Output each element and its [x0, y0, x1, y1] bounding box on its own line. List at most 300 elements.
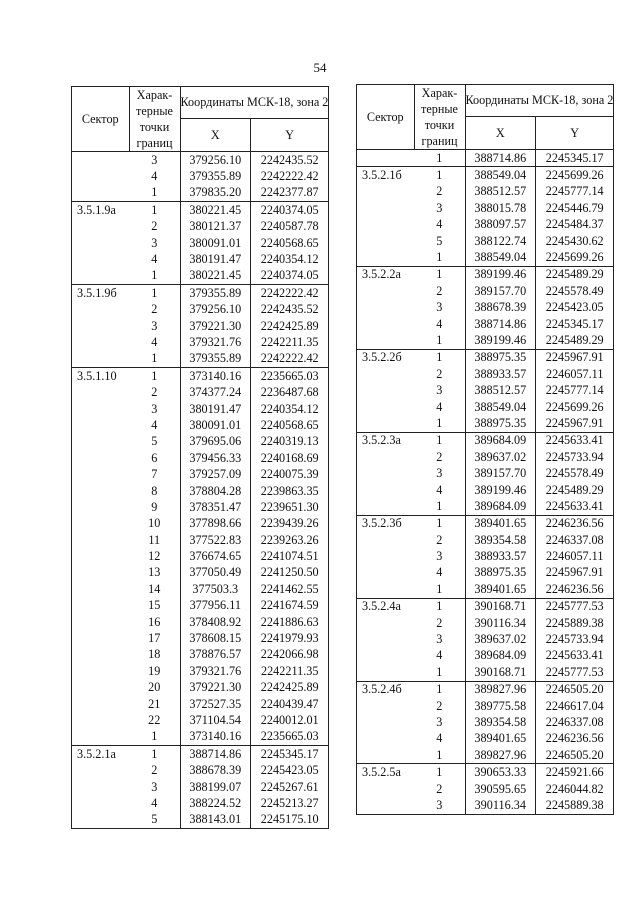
table-row	[357, 598, 614, 615]
point-number-cell: 1	[436, 581, 443, 596]
y-coordinate-cell: 2246337.08	[536, 532, 614, 548]
x-coordinate-cell: 389199.46	[465, 266, 536, 283]
y-coordinate-cell: 2246044.82	[536, 781, 614, 797]
sector-cell	[72, 168, 130, 184]
sector-cell: 3.5.2.5а	[357, 764, 415, 781]
point-number-cell: 17	[148, 631, 161, 646]
x-coordinate-cell: 389637.02	[465, 449, 536, 465]
sector-cell	[357, 698, 415, 714]
point-number-cell: 1	[151, 351, 158, 366]
sector-cell	[357, 200, 415, 216]
y-coordinate-cell: 2245633.41	[536, 498, 614, 515]
x-coordinate-cell: 388122.74	[465, 233, 536, 249]
x-coordinate-cell: 377898.66	[180, 516, 251, 532]
point-number-cell: 1	[414, 515, 465, 532]
sector-cell: 3.5.1.9б	[72, 285, 130, 302]
sector-cell	[357, 482, 415, 498]
point-number-cell: 1	[129, 368, 180, 385]
sector-cell	[357, 714, 415, 730]
x-coordinate-cell: 388714.86	[465, 316, 536, 332]
sector-cell	[357, 731, 415, 747]
table-row	[72, 532, 329, 548]
point-number-cell: 2	[436, 366, 443, 381]
table-row	[72, 795, 329, 811]
x-coordinate-cell: 379321.76	[180, 334, 251, 350]
table-row	[357, 465, 614, 481]
sector-cell	[72, 251, 130, 267]
y-coordinate-cell: 2240319.13	[251, 434, 329, 450]
y-coordinate-cell: 2241250.50	[251, 565, 329, 581]
x-coordinate-cell: 379456.33	[180, 450, 251, 466]
table-row	[72, 450, 329, 466]
x-coordinate-cell: 378408.92	[180, 614, 251, 630]
sector-cell	[357, 498, 415, 515]
point-number-cell: 13	[148, 565, 161, 580]
table-row	[72, 384, 329, 400]
x-coordinate-cell: 389684.09	[465, 648, 536, 664]
x-coordinate-cell: 377956.11	[180, 598, 251, 614]
y-coordinate-cell: 2240075.39	[251, 466, 329, 482]
x-coordinate-cell: 390653.33	[465, 764, 536, 781]
table-row	[72, 630, 329, 646]
x-coordinate-cell: 377050.49	[180, 565, 251, 581]
y-coordinate-cell: 2242211.35	[251, 334, 329, 350]
point-number-cell: 2	[436, 184, 443, 199]
table-row	[72, 614, 329, 630]
x-coordinate-cell: 379355.89	[180, 168, 251, 184]
table-row	[357, 698, 614, 714]
sector-cell	[72, 351, 130, 368]
x-coordinate-cell: 378804.28	[180, 483, 251, 499]
x-coordinate-cell: 379355.89	[180, 351, 251, 368]
x-coordinate-cell: 389827.96	[465, 681, 536, 698]
y-coordinate-cell: 2245699.26	[536, 167, 614, 184]
x-coordinate-cell: 389157.70	[465, 283, 536, 299]
point-number-cell: 18	[148, 647, 161, 662]
sector-cell	[357, 332, 415, 349]
sector-cell	[357, 316, 415, 332]
table-row	[357, 200, 614, 216]
y-coordinate-cell: 2245578.49	[536, 283, 614, 299]
y-coordinate-cell: 2245345.17	[536, 150, 614, 167]
table-row	[72, 268, 329, 285]
x-coordinate-cell: 389401.65	[465, 581, 536, 598]
table-row	[357, 797, 614, 814]
x-coordinate-cell: 388714.86	[180, 746, 251, 763]
sector-cell	[357, 150, 415, 167]
table-row	[72, 598, 329, 614]
x-coordinate-cell: 388549.04	[465, 399, 536, 415]
sector-cell	[357, 449, 415, 465]
table-row	[357, 532, 614, 548]
y-coordinate-cell: 2242222.42	[251, 285, 329, 302]
point-number-cell: 1	[414, 150, 465, 167]
y-coordinate-cell: 2236487.68	[251, 384, 329, 400]
sector-cell	[357, 465, 415, 481]
sector-cell	[357, 615, 415, 631]
y-coordinate-cell: 2241979.93	[251, 630, 329, 646]
table-row	[357, 217, 614, 233]
sector-cell	[357, 217, 415, 233]
sector-cell	[72, 450, 130, 466]
sector-cell	[72, 499, 130, 515]
sector-cell	[72, 532, 130, 548]
x-coordinate-cell: 388143.01	[180, 812, 251, 829]
coordinates-table-right	[356, 84, 614, 815]
sector-cell: 3.5.2.3а	[357, 432, 415, 449]
y-coordinate-cell: 2241074.51	[251, 548, 329, 564]
x-coordinate-cell: 379835.20	[180, 185, 251, 202]
x-coordinate-cell: 388975.35	[465, 415, 536, 432]
x-coordinate-cell: 388549.04	[465, 249, 536, 266]
y-coordinate-cell: 2245967.91	[536, 565, 614, 581]
y-coordinate-cell: 2240587.78	[251, 219, 329, 235]
sector-cell: 3.5.2.1б	[357, 167, 415, 184]
point-number-cell: 1	[129, 285, 180, 302]
point-number-cell: 1	[436, 415, 443, 430]
point-number-cell: 2	[151, 763, 158, 778]
x-coordinate-cell: 389157.70	[465, 465, 536, 481]
y-coordinate-cell: 2245777.14	[536, 184, 614, 200]
sector-cell	[72, 663, 130, 679]
y-coordinate-cell: 2240568.65	[251, 235, 329, 251]
sector-cell: 3.5.2.2б	[357, 349, 415, 366]
table-row	[72, 251, 329, 267]
point-number-cell: 22	[148, 712, 161, 727]
sector-cell	[72, 302, 130, 318]
sector-cell	[72, 598, 130, 614]
sector-cell	[357, 415, 415, 432]
table-row	[72, 185, 329, 202]
x-coordinate-cell: 389775.58	[465, 698, 536, 714]
point-number-cell: 4	[151, 417, 158, 432]
sector-cell: 3.5.1.10	[72, 368, 130, 385]
sector-cell	[357, 366, 415, 382]
y-coordinate-cell: 2245889.38	[536, 615, 614, 631]
y-coordinate-cell: 2239263.26	[251, 532, 329, 548]
point-number-cell: 1	[151, 268, 158, 283]
y-coordinate-cell: 2242222.42	[251, 168, 329, 184]
point-number-cell: 1	[414, 266, 465, 283]
sector-cell	[357, 664, 415, 681]
x-coordinate-cell: 379221.30	[180, 318, 251, 334]
x-coordinate-cell: 390116.34	[465, 615, 536, 631]
y-coordinate-cell: 2245733.94	[536, 631, 614, 647]
sector-cell	[72, 417, 130, 433]
table-row	[357, 631, 614, 647]
x-coordinate-cell: 389354.58	[465, 532, 536, 548]
sector-cell: 3.5.2.4а	[357, 598, 415, 615]
point-number-cell: 16	[148, 614, 161, 629]
header-coords: Координаты МСК-18, зона 2	[465, 85, 614, 117]
x-coordinate-cell: 380191.47	[180, 251, 251, 267]
table-row	[357, 781, 614, 797]
y-coordinate-cell: 2242377.87	[251, 185, 329, 202]
table-row	[357, 731, 614, 747]
x-coordinate-cell: 371104.54	[180, 712, 251, 728]
table-row	[357, 747, 614, 764]
point-number-cell: 11	[148, 532, 161, 547]
y-coordinate-cell: 2245967.91	[536, 415, 614, 432]
y-coordinate-cell: 2240354.12	[251, 401, 329, 417]
header-points: Харак-терные точки границ	[414, 85, 465, 150]
point-number-cell: 1	[414, 349, 465, 366]
point-number-cell: 3	[151, 779, 158, 794]
y-coordinate-cell: 2246057.11	[536, 366, 614, 382]
header-y: Y	[536, 116, 614, 150]
sector-cell	[357, 581, 415, 598]
table-row	[72, 483, 329, 499]
sector-cell	[72, 779, 130, 795]
point-number-cell: 6	[151, 450, 158, 465]
sector-cell: 3.5.2.4б	[357, 681, 415, 698]
x-coordinate-cell: 378876.57	[180, 647, 251, 663]
point-number-cell: 2	[436, 449, 443, 464]
y-coordinate-cell: 2245267.61	[251, 779, 329, 795]
table-row	[357, 316, 614, 332]
x-coordinate-cell: 379695.06	[180, 434, 251, 450]
x-coordinate-cell: 389684.09	[465, 498, 536, 515]
point-number-cell: 4	[436, 399, 443, 414]
point-number-cell: 4	[151, 169, 158, 184]
table-row	[357, 399, 614, 415]
sector-cell	[72, 696, 130, 712]
point-number-cell: 3	[436, 383, 443, 398]
y-coordinate-cell: 2245345.17	[251, 746, 329, 763]
sector-cell	[72, 565, 130, 581]
point-number-cell: 3	[436, 632, 443, 647]
sector-cell	[72, 318, 130, 334]
header-y: Y	[251, 118, 329, 152]
sector-cell	[357, 781, 415, 797]
table-row	[72, 712, 329, 728]
point-number-cell: 12	[148, 549, 161, 564]
table-row	[357, 233, 614, 249]
point-number-cell: 1	[414, 764, 465, 781]
table-row	[357, 415, 614, 432]
sector-cell	[357, 631, 415, 647]
x-coordinate-cell: 379256.10	[180, 302, 251, 318]
x-coordinate-cell: 388678.39	[465, 300, 536, 316]
x-coordinate-cell: 376674.65	[180, 548, 251, 564]
x-coordinate-cell: 389354.58	[465, 714, 536, 730]
sector-cell	[72, 548, 130, 564]
point-number-cell: 21	[148, 696, 161, 711]
x-coordinate-cell: 390595.65	[465, 781, 536, 797]
sector-cell: 3.5.2.2а	[357, 266, 415, 283]
x-coordinate-cell: 390168.71	[465, 664, 536, 681]
table-row	[357, 498, 614, 515]
sector-cell	[72, 729, 130, 746]
header-coords: Координаты МСК-18, зона 2	[180, 87, 329, 119]
x-coordinate-cell: 379256.10	[180, 152, 251, 169]
table-row	[357, 382, 614, 398]
sector-cell	[72, 384, 130, 400]
sector-cell: 3.5.1.9а	[72, 202, 130, 219]
y-coordinate-cell: 2245213.27	[251, 795, 329, 811]
table-row	[72, 812, 329, 829]
x-coordinate-cell: 380091.01	[180, 417, 251, 433]
y-coordinate-cell: 2245489.29	[536, 482, 614, 498]
x-coordinate-cell: 389827.96	[465, 747, 536, 764]
point-number-cell: 2	[151, 385, 158, 400]
point-number-cell: 1	[129, 746, 180, 763]
x-coordinate-cell: 389401.65	[465, 515, 536, 532]
table-row	[72, 663, 329, 679]
point-number-cell: 2	[436, 698, 443, 713]
table-row	[72, 302, 329, 318]
y-coordinate-cell: 2240354.12	[251, 251, 329, 267]
x-coordinate-cell: 388975.35	[465, 349, 536, 366]
point-number-cell: 20	[148, 680, 161, 695]
y-coordinate-cell: 2239439.26	[251, 516, 329, 532]
x-coordinate-cell: 378608.15	[180, 630, 251, 646]
point-number-cell: 4	[436, 565, 443, 580]
x-coordinate-cell: 388224.52	[180, 795, 251, 811]
x-coordinate-cell: 374377.24	[180, 384, 251, 400]
point-number-cell: 5	[436, 233, 443, 248]
sector-cell	[72, 680, 130, 696]
point-number-cell: 3	[436, 714, 443, 729]
sector-cell	[72, 647, 130, 663]
table-row	[72, 368, 329, 385]
table-row	[357, 648, 614, 664]
table-row	[72, 168, 329, 184]
point-number-cell: 3	[436, 300, 443, 315]
table-row	[72, 516, 329, 532]
sector-cell	[72, 185, 130, 202]
x-coordinate-cell: 389684.09	[465, 432, 536, 449]
table-row	[72, 729, 329, 746]
sector-cell	[72, 466, 130, 482]
y-coordinate-cell: 2242211.35	[251, 663, 329, 679]
y-coordinate-cell: 2246505.20	[536, 681, 614, 698]
x-coordinate-cell: 388512.57	[465, 184, 536, 200]
y-coordinate-cell: 2246236.56	[536, 731, 614, 747]
x-coordinate-cell: 388714.86	[465, 150, 536, 167]
point-number-cell: 9	[151, 499, 158, 514]
sector-cell	[357, 399, 415, 415]
point-number-cell: 2	[436, 532, 443, 547]
y-coordinate-cell: 2235665.03	[251, 729, 329, 746]
point-number-cell: 1	[151, 185, 158, 200]
table-row	[357, 615, 614, 631]
header-x: X	[465, 116, 536, 150]
y-coordinate-cell: 2245777.53	[536, 598, 614, 615]
point-number-cell: 8	[151, 483, 158, 498]
point-number-cell: 3	[151, 401, 158, 416]
y-coordinate-cell: 2246057.11	[536, 548, 614, 564]
table-row	[357, 714, 614, 730]
sector-cell	[72, 812, 130, 829]
point-number-cell: 19	[148, 663, 161, 678]
point-number-cell: 2	[436, 781, 443, 796]
y-coordinate-cell: 2239863.35	[251, 483, 329, 499]
table-row	[357, 300, 614, 316]
table-row	[72, 235, 329, 251]
sector-cell	[72, 516, 130, 532]
y-coordinate-cell: 2245777.53	[536, 664, 614, 681]
sector-cell	[357, 565, 415, 581]
point-number-cell: 1	[414, 167, 465, 184]
point-number-cell: 2	[151, 219, 158, 234]
sector-cell	[357, 184, 415, 200]
y-coordinate-cell: 2240374.05	[251, 202, 329, 219]
table-row	[357, 764, 614, 781]
point-number-cell: 1	[414, 681, 465, 698]
table-row	[357, 681, 614, 698]
sector-cell	[72, 581, 130, 597]
y-coordinate-cell: 2245633.41	[536, 648, 614, 664]
x-coordinate-cell: 380221.45	[180, 202, 251, 219]
point-number-cell: 4	[151, 252, 158, 267]
table-row	[72, 548, 329, 564]
x-coordinate-cell: 388933.57	[465, 548, 536, 564]
x-coordinate-cell: 388097.57	[465, 217, 536, 233]
point-number-cell: 2	[436, 283, 443, 298]
table-body-right	[357, 150, 614, 815]
table-row	[357, 150, 614, 167]
table-row	[72, 680, 329, 696]
x-coordinate-cell: 379221.30	[180, 680, 251, 696]
y-coordinate-cell: 2245633.41	[536, 432, 614, 449]
point-number-cell: 1	[129, 202, 180, 219]
x-coordinate-cell: 373140.16	[180, 368, 251, 385]
table-row	[357, 184, 614, 200]
sector-cell	[357, 797, 415, 814]
table-row	[357, 548, 614, 564]
y-coordinate-cell: 2245430.62	[536, 233, 614, 249]
table-row	[72, 152, 329, 169]
y-coordinate-cell: 2240439.47	[251, 696, 329, 712]
x-coordinate-cell: 373140.16	[180, 729, 251, 746]
point-number-cell: 3	[151, 235, 158, 250]
y-coordinate-cell: 2245446.79	[536, 200, 614, 216]
sector-cell	[72, 762, 130, 778]
table-row	[357, 332, 614, 349]
sector-cell	[357, 233, 415, 249]
y-coordinate-cell: 2245423.05	[536, 300, 614, 316]
table-row	[357, 432, 614, 449]
sector-cell: 3.5.2.1а	[72, 746, 130, 763]
table-row	[357, 266, 614, 283]
point-number-cell: 3	[436, 549, 443, 564]
x-coordinate-cell: 379355.89	[180, 285, 251, 302]
x-coordinate-cell: 377522.83	[180, 532, 251, 548]
x-coordinate-cell: 388512.57	[465, 382, 536, 398]
table-row	[72, 647, 329, 663]
table-row	[72, 779, 329, 795]
point-number-cell: 5	[151, 434, 158, 449]
x-coordinate-cell: 388549.04	[465, 167, 536, 184]
table-row	[72, 318, 329, 334]
x-coordinate-cell: 377503.3	[180, 581, 251, 597]
y-coordinate-cell: 2245699.26	[536, 249, 614, 266]
point-number-cell: 4	[436, 316, 443, 331]
table-row	[357, 449, 614, 465]
table-row	[72, 499, 329, 515]
sector-cell	[357, 648, 415, 664]
point-number-cell: 10	[148, 516, 161, 531]
table-row	[357, 515, 614, 532]
point-number-cell: 1	[436, 498, 443, 513]
y-coordinate-cell: 2245489.29	[536, 266, 614, 283]
point-number-cell: 2	[436, 615, 443, 630]
sector-cell: 3.5.2.3б	[357, 515, 415, 532]
y-coordinate-cell: 2242425.89	[251, 680, 329, 696]
x-coordinate-cell: 380091.01	[180, 235, 251, 251]
x-coordinate-cell: 389199.46	[465, 332, 536, 349]
